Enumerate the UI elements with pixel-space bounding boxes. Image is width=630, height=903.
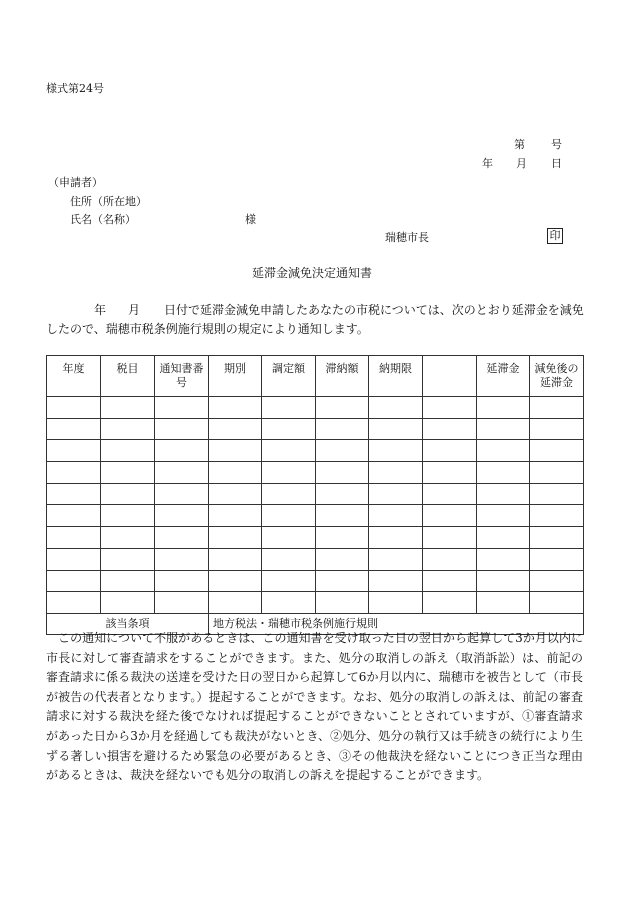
header-assessed-amount: 調定額 [262,356,316,397]
table-cell [369,418,423,440]
table-cell [369,505,423,527]
table-cell [423,462,477,484]
applicable-provisions-label: 該当条項 [47,613,209,634]
table-cell [477,592,530,614]
header-blank [423,356,477,397]
header-fiscal-year: 年度 [47,356,101,397]
table-cell [47,527,101,549]
table-cell [477,570,530,592]
table-cell [530,570,584,592]
table-cell [209,548,262,570]
delinquency-table [46,355,584,635]
table-cell [262,483,316,505]
intro-line2: したので、瑞穂市税条例施行規則の規定により通知します。 [46,322,369,336]
table-cell [47,440,101,462]
table-cell [316,483,369,505]
table-cell [477,418,530,440]
table-cell [209,397,262,419]
table-cell [477,548,530,570]
header-reduced-late-fee: 減免後の延滞金 [530,356,584,397]
table-cell [262,548,316,570]
table-cell [155,462,209,484]
table-cell [155,440,209,462]
table-cell [423,548,477,570]
table-cell [262,505,316,527]
table-row [47,527,584,549]
table-row [47,397,584,419]
table-cell [101,592,155,614]
table-cell [369,462,423,484]
table-cell [316,440,369,462]
table-cell [369,570,423,592]
table-cell [530,462,584,484]
table-cell [369,527,423,549]
table-cell [423,570,477,592]
table-cell [316,592,369,614]
applicant-label: （申請者） [48,176,103,189]
table-cell [530,527,584,549]
table-cell [155,418,209,440]
table-cell [316,505,369,527]
table-cell [209,483,262,505]
table-cell [101,548,155,570]
table-cell [477,462,530,484]
table-cell [262,592,316,614]
table-cell [369,592,423,614]
header-period: 期別 [209,356,262,397]
table-cell [530,483,584,505]
table-cell [47,462,101,484]
table-row [47,483,584,505]
table-cell [262,570,316,592]
table-cell [369,483,423,505]
header-tax-item: 税目 [101,356,155,397]
table-cell [155,483,209,505]
table-cell [209,570,262,592]
header-late-fee: 延滞金 [477,356,530,397]
table-cell [155,397,209,419]
table-row [47,462,584,484]
date-day: 日 [551,157,562,170]
seal-mark: 印 [547,228,563,244]
table-cell [423,505,477,527]
issuer-title: 瑞穂市長 [385,231,429,244]
appeal-notice [46,629,583,786]
table-cell [101,418,155,440]
table-cell [316,418,369,440]
table-cell [101,483,155,505]
table-cell [262,462,316,484]
table-cell [316,462,369,484]
intro-year: 年 [94,303,107,317]
document-title: 延滞金減免決定通知書 [252,266,373,280]
table-cell [530,548,584,570]
table-cell [316,570,369,592]
table-cell [209,462,262,484]
table-cell [47,570,101,592]
table-cell [101,570,155,592]
table-cell [423,397,477,419]
table-cell [101,440,155,462]
intro-line1: 日付で延滞金減免申請したあなたの市税については、次のとおり延滞金を減免 [164,303,584,317]
date-month: 月 [516,157,527,170]
table-cell [101,397,155,419]
table-cell [209,527,262,549]
table-cell [423,592,477,614]
table-cell [423,527,477,549]
table-cell [477,483,530,505]
table-cell [369,440,423,462]
table-cell [262,440,316,462]
table-cell [101,527,155,549]
header-delinquent-amount: 滞納額 [316,356,369,397]
applicable-provisions-value: 地方税法・瑞穂市税条例施行規則 [209,613,584,634]
table-cell [316,397,369,419]
table-header-row [47,356,584,397]
table-cell [209,440,262,462]
table-cell [155,548,209,570]
table-cell [316,548,369,570]
table-row [47,418,584,440]
table-cell [209,592,262,614]
table-cell [155,592,209,614]
table-cell [477,505,530,527]
table-row [47,570,584,592]
table-cell [262,397,316,419]
table-cell [101,505,155,527]
table-cell [155,505,209,527]
table-cell [477,440,530,462]
table-cell [477,397,530,419]
table-cell [530,505,584,527]
table-row [47,592,584,614]
table-cell [530,440,584,462]
table-cell [423,418,477,440]
honorific: 様 [245,213,256,226]
table-cell [477,527,530,549]
table-cell [262,418,316,440]
table-row [47,505,584,527]
table-cell [209,505,262,527]
intro-month: 月 [128,303,141,317]
table-cell [530,418,584,440]
header-due-date: 納期限 [369,356,423,397]
address-label: 住所（所在地） [70,195,147,208]
document-number-suffix: 号 [551,138,562,151]
table-cell [423,483,477,505]
form-number: 様式第24号 [46,82,104,95]
table-row [47,548,584,570]
table-cell [47,548,101,570]
table-cell [47,483,101,505]
table-cell [316,527,369,549]
table-cell [369,548,423,570]
name-label: 氏名（名称） [70,213,136,226]
table-cell [47,397,101,419]
table-cell [101,462,155,484]
appeal-notice-text: この通知について不服があるときは、この通知書を受け取った日の翌日から起算して3か月以内に市長に対して審査請求をすることができます。また、処分の取消しの訴え（取消訴訟）は、前記の審査請求に係る裁決の送達を受けた日の翌日から起算して6か月以内に、瑞穂市を被告として（市長が被告の代表者となります。）提起することができます。なお、処分の取消しの訴えは、前記の審査請求に対する裁決を経た後でなければ提起することができないこととされていますが、①審査請求があった日から3か月を経過しても裁決がないとき、②処分、処分の執行又は手続きの続行により生ずる著しい損害を避けるため緊急の必要があるとき、③その他裁決を経ないことにつき正当な理由があるときは、裁決を経ないでも処分の取消しの訴えを提起することができます。 [46,631,583,783]
table-cell [47,418,101,440]
table-cell [155,570,209,592]
table-cell [262,527,316,549]
table-cell [155,527,209,549]
table-cell [369,397,423,419]
table-cell [209,418,262,440]
document-number-prefix: 第 [514,138,525,151]
table-row [47,440,584,462]
table-cell [423,440,477,462]
table-cell [530,592,584,614]
header-notice-number: 通知書番号 [155,356,209,397]
table-cell [47,505,101,527]
table-cell [530,397,584,419]
table-cell [47,592,101,614]
date-year: 年 [482,157,493,170]
table-body [47,397,584,614]
